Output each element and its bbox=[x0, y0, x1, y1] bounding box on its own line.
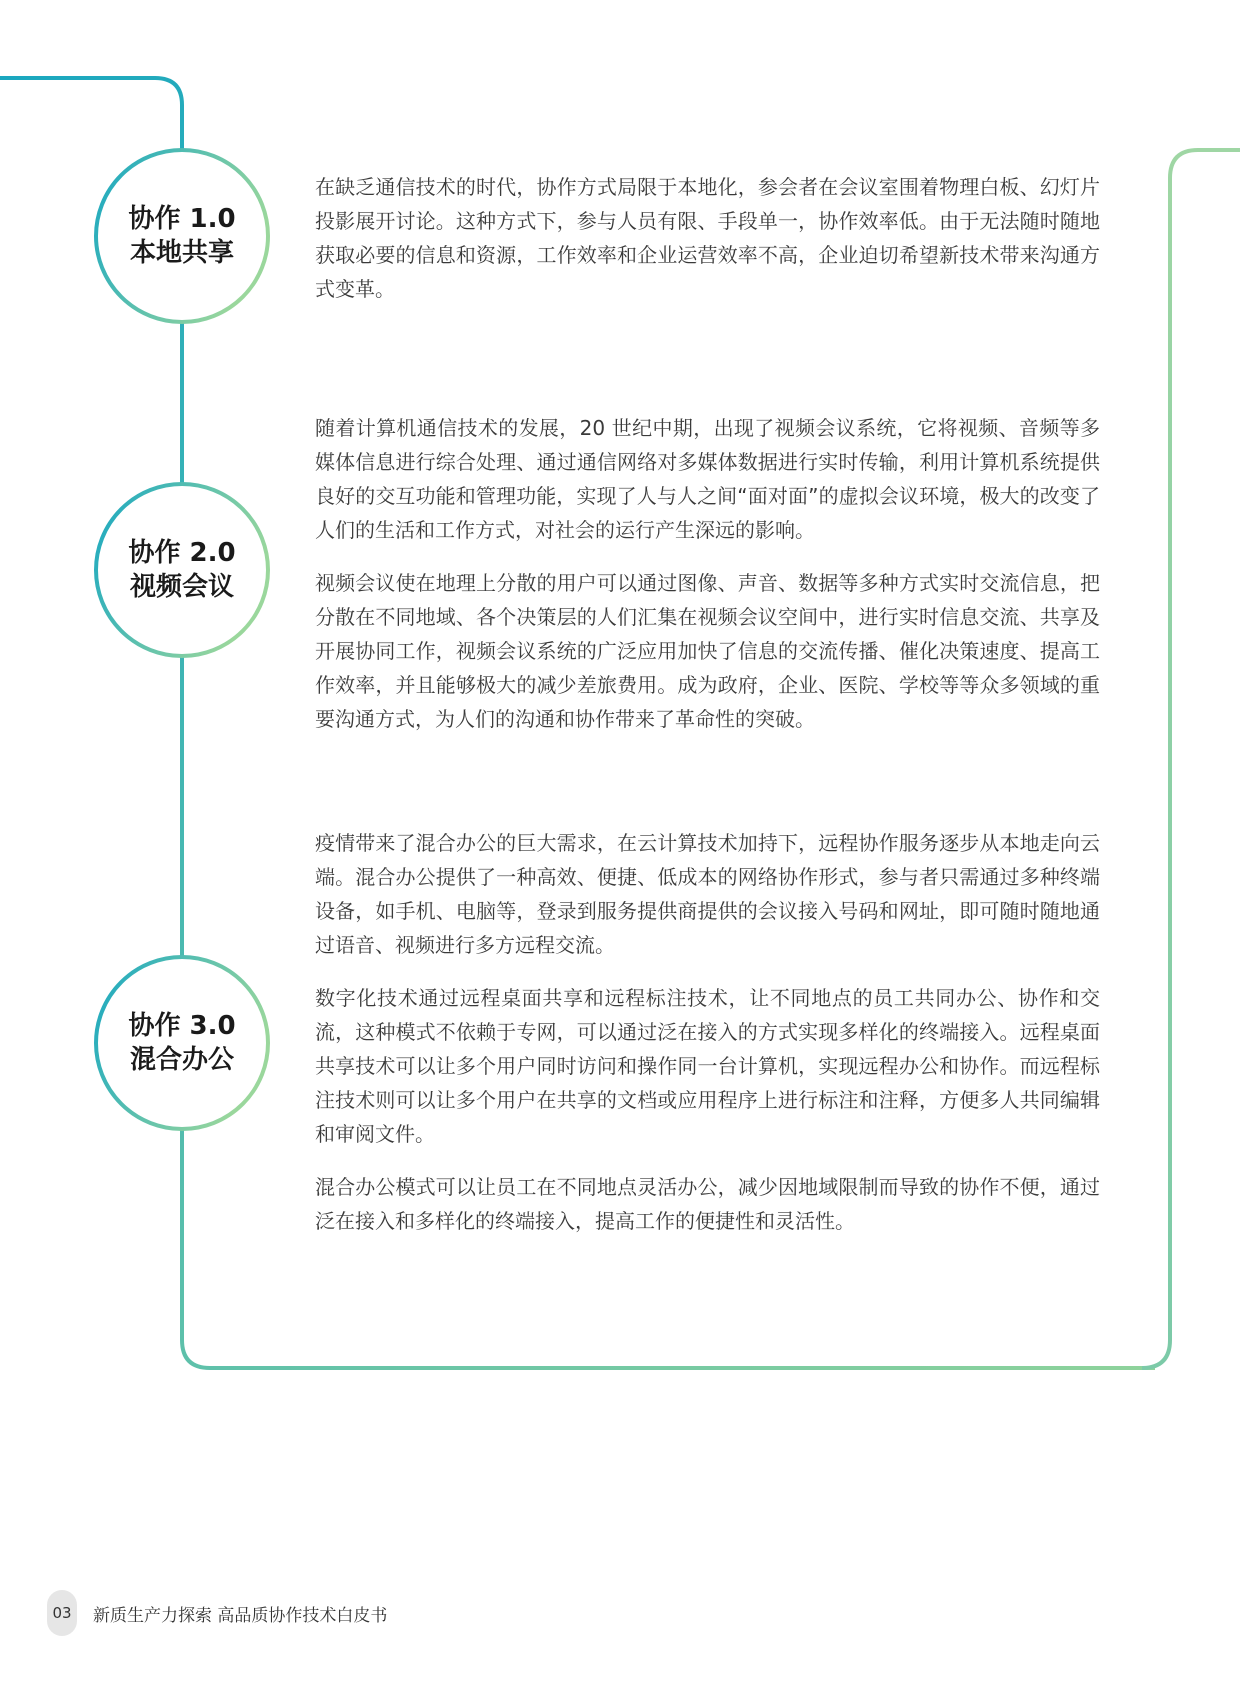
section-local-sharing bbox=[315, 170, 1100, 325]
paragraph: 疫情带来了混合办公的巨大需求，在云计算技术加持下，远程协作服务逐步从本地走向云端。混合办公提供了一种高效、便捷、低成本的网络协作形式，参与者只需通过多种终端设备，如手机、电脑等，登录到服务提供商提供的会议接入号码和网址，即可随时随地通过语音、视频进行多方远程交流。 bbox=[315, 831, 1100, 957]
badge-1-line1: 协作 1.0 bbox=[128, 204, 236, 234]
page-number: 03 bbox=[47, 1590, 77, 1636]
badge-3-line2: 混合办公 bbox=[129, 1045, 234, 1075]
paragraph: 视频会议使在地理上分散的用户可以通过图像、声音、数据等多种方式实时交流信息，把分散在不同地域、各个决策层的人们汇集在视频会议空间中，进行实时信息交流、共享及开展协同工作，视频会议系统的广泛应用加快了信息的交流传播、催化决策速度、提高工作效率，并且能够极大的减少差旅费用。成为政府，企业、医院、学校等等众多领域的重要沟通方式，为人们的沟通和协作带来了革命性的突破。 bbox=[315, 571, 1100, 731]
paragraph: 随着计算机通信技术的发展，20 世纪中期，出现了视频会议系统，它将视频、音频等多媒体信息进行综合处理、通过通信网络对多媒体数据进行实时传输，利用计算机系统提供良好的交互功能和管理功能，实现了人与人之间“面对面”的虚拟会议环境，极大的改变了人们的生活和工作方式，对社会的运行产生深远的影响。 bbox=[315, 416, 1100, 542]
badge-2-line1: 协作 2.0 bbox=[128, 538, 236, 568]
timeline-line-right bbox=[1142, 150, 1240, 1368]
badge-collab-3 bbox=[93, 954, 271, 1132]
badge-3-line1: 协作 3.0 bbox=[128, 1011, 236, 1041]
badge-collab-1 bbox=[93, 147, 271, 325]
paragraph: 在缺乏通信技术的时代，协作方式局限于本地化，参会者在会议室围着物理白板、幻灯片投影展开讨论。这种方式下，参与人员有限、手段单一，协作效率低。由于无法随时随地获取必要的信息和资源，工作效率和企业运营效率不高，企业迫切希望新技术带来沟通方式变革。 bbox=[315, 175, 1100, 301]
paragraph: 数字化技术通过远程桌面共享和远程标注技术，让不同地点的员工共同办公、协作和交流，这种模式不依赖于专网，可以通过泛在接入的方式实现多样化的终端接入。远程桌面共享技术可以让多个用户同时访问和操作同一台计算机，实现远程办公和协作。而远程标注技术则可以让多个用户在共享的文档或应用程序上进行标注和注释，方便多人共同编辑和审阅文件。 bbox=[315, 986, 1100, 1146]
document-title: 新质生产力探索 高品质协作技术白皮书 bbox=[93, 1605, 388, 1626]
section-video-conference bbox=[315, 411, 1100, 755]
badge-collab-2 bbox=[93, 481, 271, 659]
badge-1-line2: 本地共享 bbox=[129, 238, 234, 268]
page-footer bbox=[47, 1589, 387, 1637]
badge-2-line2: 视频会议 bbox=[129, 572, 234, 602]
section-hybrid-office bbox=[315, 826, 1100, 1257]
paragraph: 混合办公模式可以让员工在不同地点灵活办公，减少因地域限制而导致的协作不便，通过泛在接入和多样化的终端接入，提高工作的便捷性和灵活性。 bbox=[315, 1175, 1100, 1233]
